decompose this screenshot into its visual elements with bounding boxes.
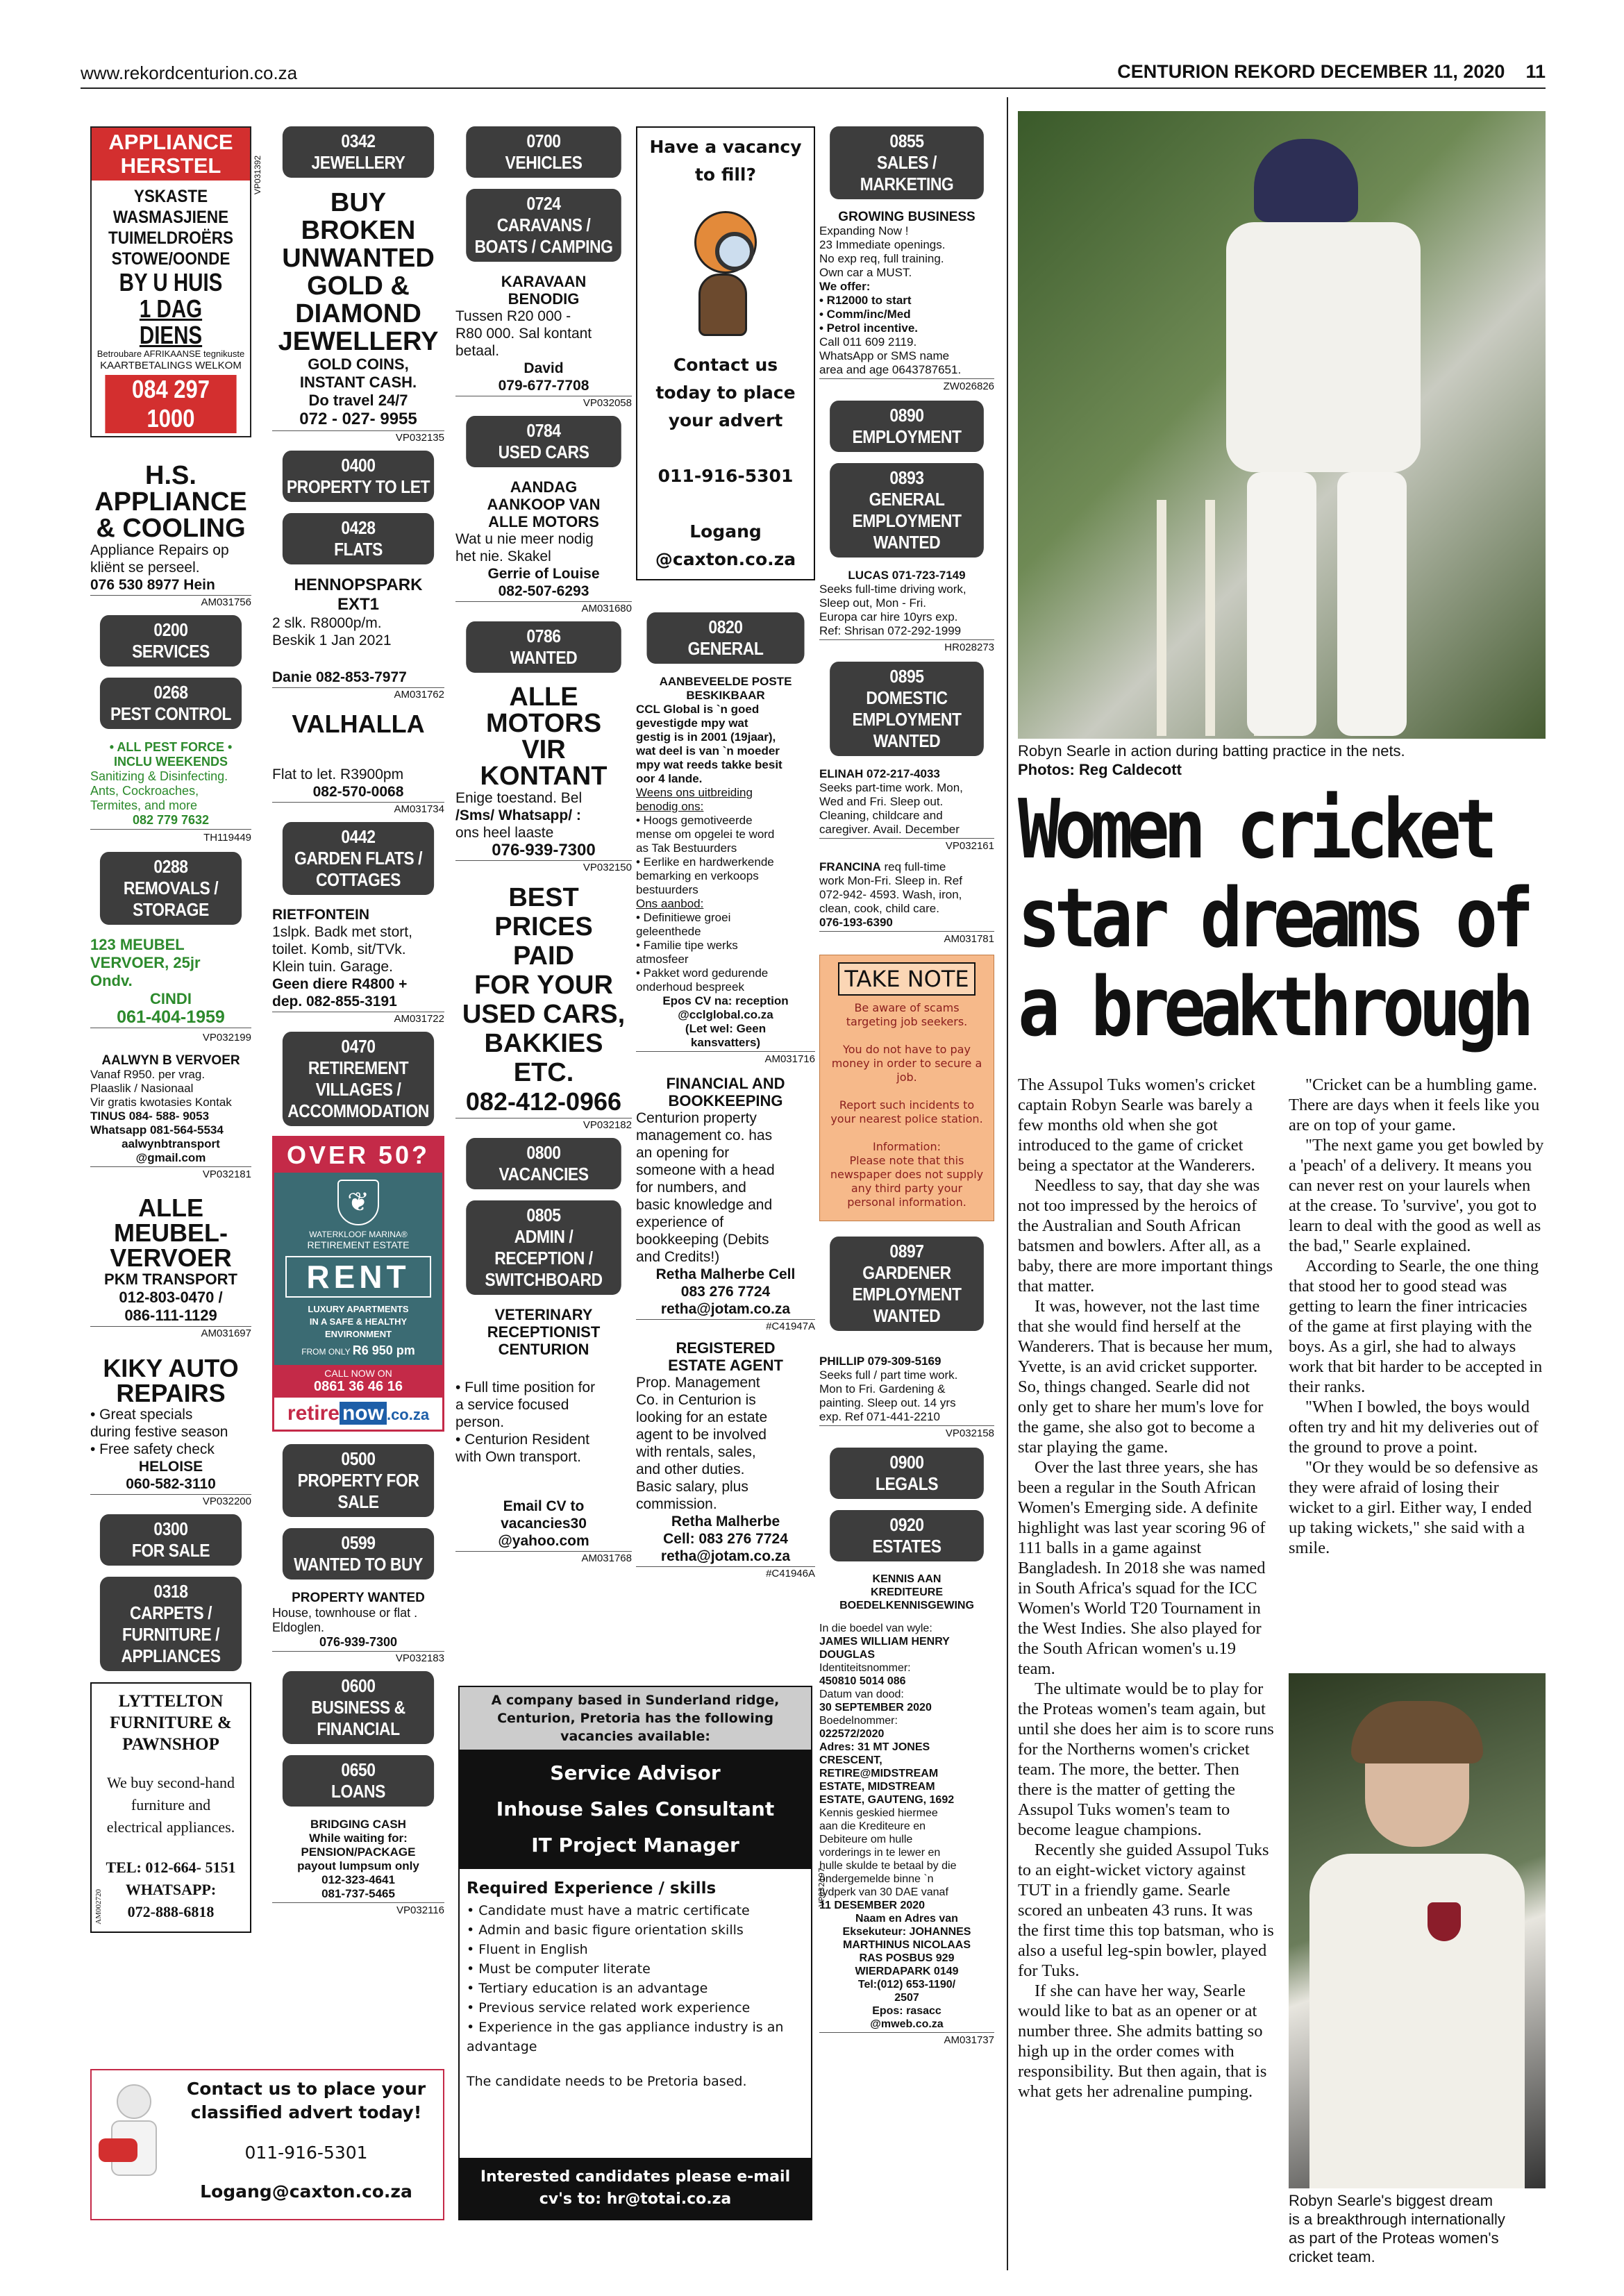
lyttelton-ad: LYTTELTON FURNITURE & PAWNSHOP We buy second-hand furniture and electrical appliances. TEL: 012-664- 5151 WHATSAPP: 072-888-6818 AM002720	[90, 1682, 251, 1933]
page-header	[81, 61, 1546, 89]
lucas-ad: LUCAS 071-723-7149 Seeks full-time driving work, Sleep out, Mon - Fri. Europa car hire 10yrs exp. Ref: Shrisan 072-292-1999 HR028273	[819, 569, 994, 653]
category-flats[interactable]: 0428 FLATS	[283, 513, 434, 564]
appliance-phone[interactable]: 084 297 1000	[105, 375, 236, 433]
category-pest-control[interactable]: 0268 PEST CONTROL	[100, 678, 242, 729]
property-wanted-ad: PROPERTY WANTED House, townhouse or flat . Eldoglen. 076-939-7300 VP032183	[272, 1591, 444, 1664]
kiky-phone[interactable]: 060-582-3110	[126, 1476, 216, 1492]
hs-phone[interactable]: 076 530 8977 Hein	[90, 577, 215, 593]
photo-caption-2: Robyn Searle's biggest dream is a breakthrough internationally as part of the Proteas women's cricket team.	[1289, 2192, 1505, 2265]
retirenow-logo: retire now .co.za	[287, 1402, 430, 1425]
category-jewellery[interactable]: 0342 JEWELLERY	[283, 126, 434, 178]
hennopspark-ad: HENNOPSPARK EXT1 2 slk. R8000p/m. Beskik 1 Jan 2021 Danie 082-853-7977 AM031762	[272, 576, 444, 701]
aanbeveelde-poste-ad: AANBEVEELDE POSTE BESKIKBAAR CCL Global is `n goed gevestigde mpy wat gestig is in 2001 (19jaar), wat deel is van `n moeder mpy wat reeds takke besit oor 4 lande. Weens ons uitbreiding benodig ons: • Hoogs gemotiveerde mense om opgelei te word as Tak Bestuurders • Eerlike en hardwerkende bemarking en verkoops bestuurders Ons aanbod: • Definitiewe groei geleenthede • Familie tipe werks atmosfeer • Pakket word gedurende onderhoud bespreek Epos CV na: reception @cclglobal.co.za (Let wel: Geen kansvatters) AM031716	[636, 675, 815, 1065]
take-note-scam-warning: TAKE NOTE Be aware of scams targeting job seekers. You do not have to pay money in order to secure a job. Report such incidents to your nearest police station. Information: Please note that this newspaper does not supply any third party your personal information.	[819, 955, 994, 1221]
karavaan-ad: KARAVAAN BENODIG Tussen R20 000 - R80 000. Sal kontant betaal. David 079-677-7708 VP032058	[455, 273, 632, 409]
financial-bookkeeping-ad: FINANCIAL AND BOOKKEEPING Centurion property management co. has an opening for someone with a head for numbers, and basic knowledge and experience of bookkeeping (Debits and Credits!) Retha Malherbe Cell 083 276 7724 retha@jotam.co.za #C41947A	[636, 1075, 815, 1332]
robyn-searle-portrait-photo	[1289, 1673, 1546, 2188]
category-vehicles[interactable]: 0700 VEHICLES	[466, 126, 621, 178]
classifieds-column-1	[90, 126, 262, 1933]
bridging-cash-ad: BRIDGING CASH While waiting for: PENSION/PACKAGE payout lumpsum only 012-323-4641 081-737-5465 VP032116	[272, 1818, 444, 1918]
registered-estate-agent-ad: REGISTERED ESTATE AGENT Prop. Management Co. in Centurion is looking for an estate agent to be involved with rentals, sales, and other duties. Basic salary, plus commission. Retha Malherbe Cell: 083 276 7724 retha@jotam.co.za #C41946A	[636, 1339, 815, 1579]
category-carpets-furniture[interactable]: 0318 CARPETS / FURNITURE / APPLIANCES	[100, 1577, 242, 1671]
detective-mascot-icon	[673, 197, 778, 343]
category-legals[interactable]: 0900 LEGALS	[830, 1448, 984, 1499]
contact-classified-ad: Contact us to place your classified advert today! 011-916-5301 Logang@caxton.co.za	[90, 2069, 444, 2220]
category-retirement[interactable]: 0470 RETIREMENT VILLAGES / ACCOMMODATION	[283, 1032, 434, 1126]
category-domestic-employment-wanted[interactable]: 0895 DOMESTIC EMPLOYMENT WANTED	[830, 662, 984, 756]
category-for-sale[interactable]: 0300 FOR SALE	[100, 1514, 242, 1566]
team-crest-icon	[1428, 1902, 1461, 1941]
category-business-financial[interactable]: 0600 BUSINESS & FINANCIAL	[283, 1671, 434, 1744]
pest-force-ad: • ALL PEST FORCE • INCLU WEEKENDS Sanitizing & Disinfecting. Ants, Cockroaches, Termites, and more 082 779 7632 TH119449	[90, 740, 251, 844]
growing-business-ad: GROWING BUSINESS Expanding Now ! 23 Immediate openings. No exp req, full training. Own car a MUST. We offer: • R12000 to start • Comm/inc/Med • Petrol incentive. Call 011 609 2119. WhatsApp or SMS name area and age 0643787651. ZW026826	[819, 210, 994, 392]
sunderland-vacancies-ad: A company based in Sunderland ridge, Centurion, Pretoria has the following vacancies available: Service Advisor Inhouse Sales Consultant IT Project Manager Required Experience / skills • Candidate must have a matric certificate • Admin and basic figure orientation skills • Fluent in English • Must be computer literate • Tertiary education is an advantage • Previous service related work experience • Experience in the gas appliance industry is an advantage The candidate needs to be Pretoria based. Interested candidates please e-mail cv's to: hr@totai.co.za VP032197	[458, 1686, 812, 2220]
meubel-phone[interactable]: 061-404-1959	[117, 1007, 225, 1027]
category-employment[interactable]: 0890 EMPLOYMENT	[830, 401, 984, 452]
category-general[interactable]: 0820 GENERAL	[646, 612, 804, 664]
cricket-article	[1018, 111, 1546, 2277]
category-wanted[interactable]: 0786 WANTED	[466, 621, 621, 673]
publication-date: CENTURION REKORD DECEMBER 11, 2020 11	[1117, 61, 1546, 82]
classifieds-column-3	[455, 126, 632, 1571]
category-removals[interactable]: 0288 REMOVALS / STORAGE	[100, 852, 242, 925]
page-number: 11	[1525, 61, 1546, 82]
over-50-ad: OVER 50? ❦ WATERKLOOF MARINA® RETIREMENT ESTATE RENT LUXURY APARTMENTS IN A SAFE & HEALTHY ENVIRONMENT FROM ONLY R6 950 pm CALL NOW ON 0861 36 46 16 retire now .co.za	[272, 1136, 444, 1432]
classifieds-column-4	[636, 126, 815, 1586]
telephone-icon	[103, 2084, 165, 2188]
phillip-ad: PHILLIP 079-309-5169 Seeks full / part time work. Mon to Fri. Gardening & painting. Sleep out. 14 yrs exp. Ref 071-441-2210 VP032158	[819, 1355, 994, 1439]
category-sales-marketing[interactable]: 0855 SALES / MARKETING	[830, 126, 984, 199]
best-prices-ad: BEST PRICES PAID FOR YOUR USED CARS, BAKKIES ETC. 082-412-0966 VP032182	[455, 883, 632, 1131]
francina-ad: FRANCINA req full-time work Mon-Fri. Sleep in. Ref 072-942- 4593. Wash, iron, clean, cook, child care. 076-193-6390 AM031781	[819, 860, 994, 945]
classifieds-column-2	[272, 126, 444, 1925]
article-headline: Women cricket star dreams of a breakthrough	[1018, 781, 1528, 1055]
batting-practice-photo	[1018, 111, 1546, 739]
estate-crest-icon: ❦	[337, 1180, 379, 1225]
pest-phone[interactable]: 082 779 7632	[132, 813, 210, 827]
category-services[interactable]: 0200 SERVICES	[100, 615, 242, 667]
category-property-for-sale[interactable]: 0500 PROPERTY FOR SALE	[283, 1444, 434, 1517]
classifieds-column-5	[819, 126, 994, 2054]
category-loans[interactable]: 0650 LOANS	[283, 1755, 434, 1807]
category-estates[interactable]: 0920 ESTATES	[830, 1510, 984, 1561]
aalwyn-ad: AALWYN B VERVOER Vanaf R950. per vrag. Plaaslik / Nasionaal Vir gratis kwotasies Kontak TINUS 084- 588- 9053 Whatsapp 081-564-5534 aalwynbtransport @gmail.com VP032181	[90, 1053, 251, 1180]
photo-caption-1: Robyn Searle in action during batting practice in the nets. Photos: Reg Caldecott	[1018, 742, 1405, 778]
category-caravans[interactable]: 0724 CARAVANS / BOATS / CAMPING	[466, 189, 621, 262]
vet-receptionist-ad: VETERINARY RECEPTIONIST CENTURION • Full time position for a service focused person. • Centurion Resident with Own transport. Email CV to vacancies30 @yahoo.com AM031768	[455, 1306, 632, 1564]
article-body-col-1: The Assupol Tuks women's cricket captain Robyn Searle was barely a few months old when she got introduced to the game of cricket being a spectator at the Wanderers. Needless to say, that day she was not too impressed by the heroics of the Australian and South African batsmen and bowlers. After all, as a baby, there are more important things that matter. It was, however, not the last time that she would find herself at the Wanderers. That is because her mum, Yvette, is an avid cricket supporter. So, things changed. Searle did not only get to share her mum's love for the game, she also got to become a star playing the game. Over the last three years, she has been a regular in the South African Women's Emerging side. A definite highlight was last year scoring 96 of 111 balls in a game against Bangladesh. In 2018 she was named in South Africa's squad for the ICC Women's World T20 Tournament in the West Indies. She also played for the South African women's u.19 team. The ultimate would be to play for the Proteas women's team again, but until she does her aim is to score runs for the Northerns women's cricket team. The more, the better. Then there is the matter of getting the Assupol Tuks women's team to become league champions. Recently she guided Assupol Tuks to an eight-wicket victory against TUT in a friendly game. Searle scored an unbeaten 43 runs. It was the first time this top batsman, who is also a useful leg-spin bowler, played for Tuks. If she can have her way, Searle would like to bat as an opener or at number three. She admits batting so high up in the order comes with responsibility. But then again, that is what gets her adrenaline pumping.	[1018, 1075, 1274, 2101]
site-url[interactable]: www.rekordcenturion.co.za	[81, 62, 298, 83]
category-vacancies[interactable]: 0800 VACANCIES	[466, 1138, 621, 1189]
category-gardener-employment-wanted[interactable]: 0897 GARDENER EMPLOYMENT WANTED	[830, 1237, 984, 1331]
kennis-aan-krediteure-notice: KENNIS AAN KREDITEURE BOEDELKENNISGEWING In die boedel van wyle: JAMES WILLIAM HENRY DOUGLAS Identiteitsnommer: 450810 5014 086 Datum van dood: 30 SEPTEMBER 2020 Boedelnommer: 022572/2020 Adres: 31 MT JONES CRESCENT, RETIRE@MIDSTREAM ESTATE, MIDSTREAM ESTATE, GAUTENG, 1692 Kennis geskied hiermee aan die Krediteure en Debiteure om hulle vorderings in te lewer en hulle skulde te betaal by die ondergemelde binne `n tydperk van 30 DAE vanaf 11 DESEMBER 2020 Naam en Adres van Eksekuteur: JOHANNES MARTHINUS NICOLAAS RAS POSBUS 929 WIERDAPARK 0149 Tel:(012) 653-1190/ 2507 Epos: rasacc @mweb.co.za AM031737	[819, 1573, 994, 2046]
alle-motors-ad: ALLE MOTORS VIR KONTANT Enige toestand. Bel /Sms/ Whatsapp/ : ons heel laaste 076-939-7300 VP032150	[455, 682, 632, 873]
gold-phone[interactable]: 072 - 027- 9955	[299, 410, 417, 428]
batter-figure	[1226, 139, 1434, 736]
category-admin-reception[interactable]: 0805 ADMIN / RECEPTION / SWITCHBOARD	[466, 1200, 621, 1295]
column-divider	[1007, 97, 1008, 2270]
hs-appliance-ad: H.S. APPLIANCE & COOLING Appliance Repairs op kliënt se perseel. 076 530 8977 Hein AM031756	[90, 461, 251, 608]
kiky-auto-ad: KIKY AUTO REPAIRS • Great specials during festive season • Free safety check HELOISE 060-582-3110 VP032200	[90, 1354, 251, 1507]
article-body-col-2: "Cricket can be a humbling game. There are days when it feels like you are on top of your game. "The next game you get bowled by a 'peach' of a delivery. It means you can never rest on your laurels when at the crease. To 'survive', you got to learn to deal with the good as well as the bad," Searle explained. According to Searle, the one thing that stood her to good stead was getting to learn the finer intricacies of the game at first playing with the boys. As a girl, she had to always work that bit harder to be accepted in their ranks. "When I bowled, the boys would often try and hit my deliveries out of the ground to prove a point. "Or they would be so defensive as they were afraid of losing their wicket to a girl. Either way, I ended up taking wickets," she said with a smile.	[1289, 1075, 1544, 1557]
rietfontein-ad: RIETFONTEIN 1slpk. Badk met stort, toilet. Komb, sit/TVk. Klein tuin. Garage. Geen diere R4800 + dep. 082-855-3191 AM031722	[272, 907, 444, 1025]
alle-meubel-ad: ALLE MEUBEL- VERVOER PKM TRANSPORT 012-803-0470 / 086-111-1129 AM031697	[90, 1196, 251, 1339]
category-used-cars[interactable]: 0784 USED CARS	[466, 416, 621, 467]
elinah-ad: ELINAH 072-217-4033 Seeks part-time work. Mon, Wed and Fri. Sleep out. Cleaning, childcare and caregiver. Avail. December VP032161	[819, 767, 994, 852]
valhalla-ad: VALHALLA Flat to let. R3900pm 082-570-0068 AM031734	[272, 710, 444, 815]
category-property-to-let[interactable]: 0400 PROPERTY TO LET	[283, 451, 434, 502]
category-garden-flats[interactable]: 0442 GARDEN FLATS / COTTAGES	[283, 822, 434, 895]
category-general-employment-wanted[interactable]: 0893 GENERAL EMPLOYMENT WANTED	[830, 463, 984, 558]
category-wanted-to-buy[interactable]: 0599 WANTED TO BUY	[283, 1528, 434, 1579]
vacancy-advert-box: Have a vacancy to fill? Contact us today to place your advert 011-916-5301 Logang @caxton.co.za	[636, 126, 815, 580]
appliance-herstel-ad: APPLIANCE HERSTEL YSKASTE WASMASJIENE TUIMELDROËRS STOWE/OONDE BY U HUIS 1 DAG DIENS Betroubare AFRIKAANSE tegnikuste KAARTBETALINGS WELKOM 084 297 1000 VP031392	[90, 126, 251, 437]
retire-phone[interactable]: 0861 36 46 16	[314, 1379, 403, 1394]
aandag-ad: AANDAG AANKOOP VAN ALLE MOTORS Wat u nie meer nodig het nie. Skakel Gerrie of Louise 082-507-6293 AM031680	[455, 478, 632, 614]
meubel-vervoer-ad: 123 MEUBEL VERVOER, 25jr Ondv. CINDI 061-404-1959 VP032199	[90, 936, 251, 1047]
gold-jewellery-ad: BUY BROKEN UNWANTED GOLD & DIAMOND JEWELLERY GOLD COINS, INSTANT CASH. Do travel 24/7 072 - 027- 9955 VP032135	[272, 189, 444, 444]
